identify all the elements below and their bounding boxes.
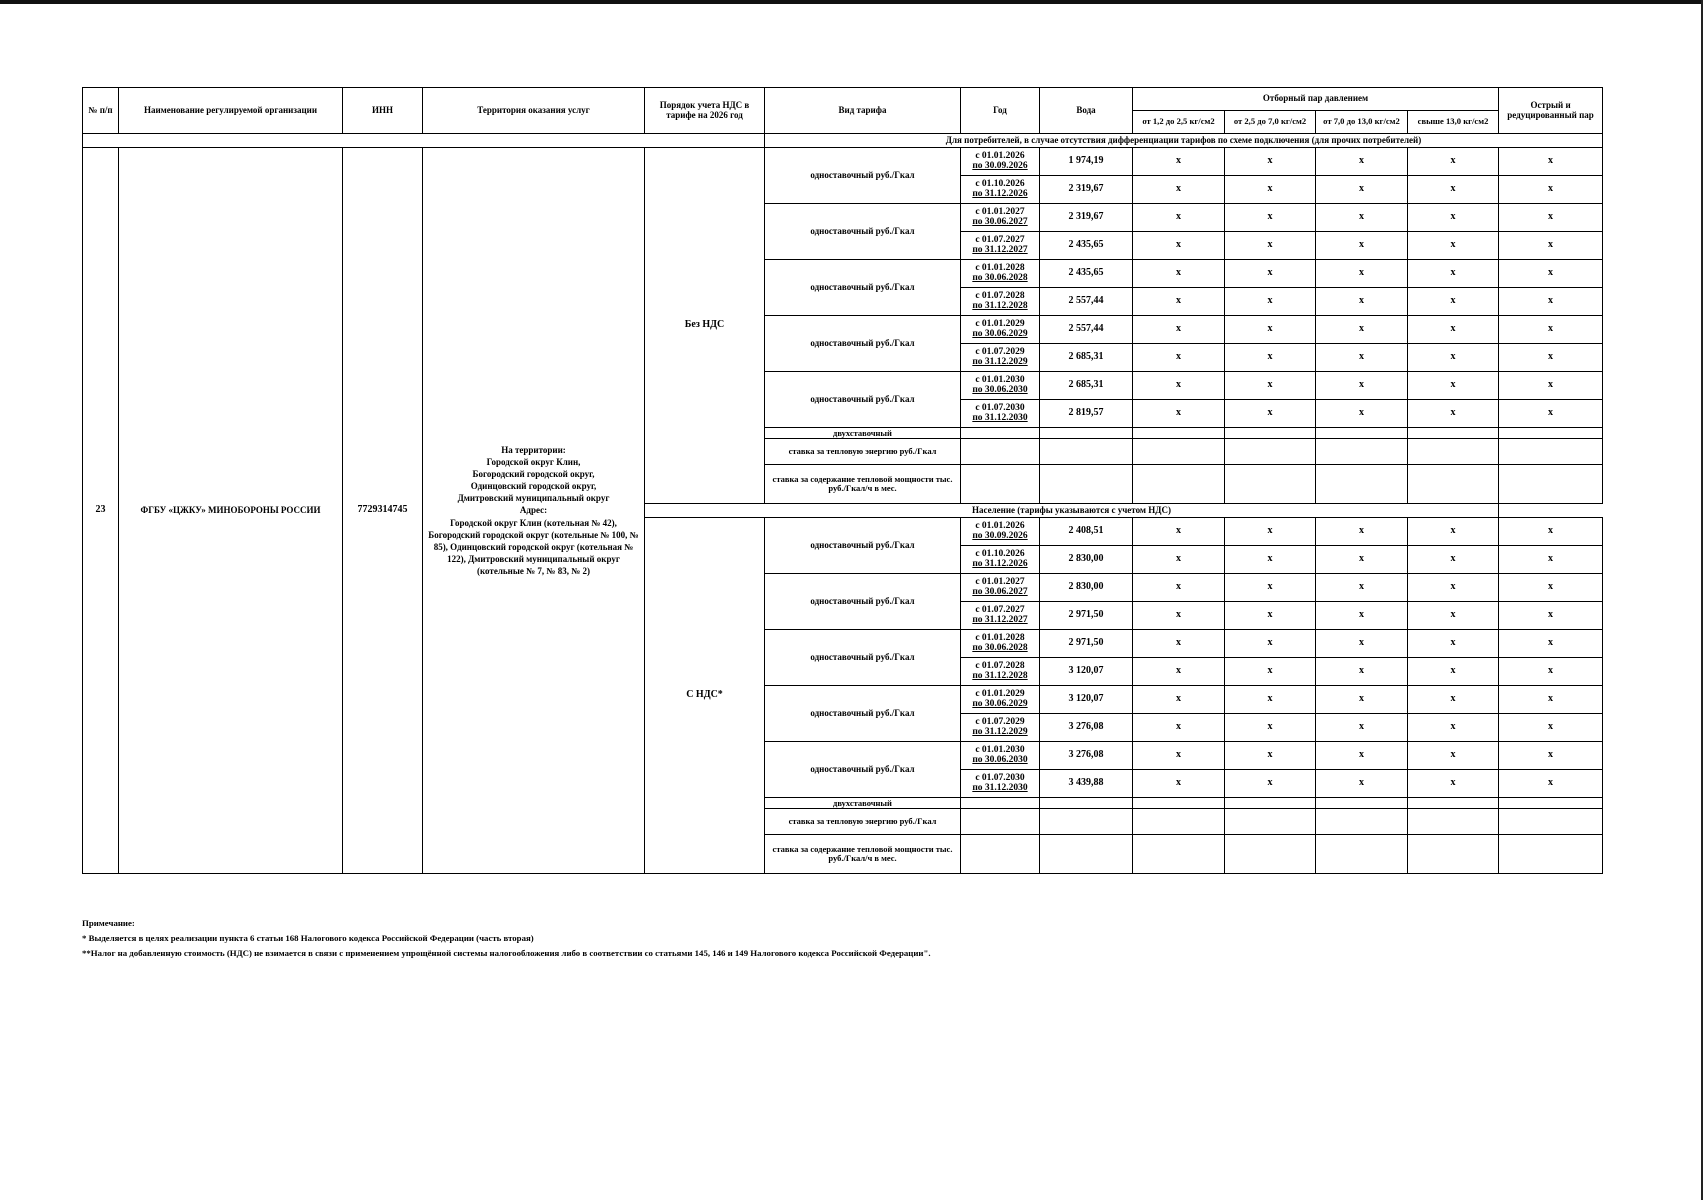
period-cell [961,344,1040,372]
empty-cell [961,428,1040,439]
empty-cell [1499,809,1603,835]
x-mark: x [1408,204,1499,232]
x-mark: x [1133,770,1225,798]
territory-text: На территории: Городской округ Клин, Богородский городской округ, Одинцовский городской округ, Дмитровский муниципальный округ Адрес: Городской округ Клин (котельная № 42), Богородский городской округ (котельные № 100, № 85), Одинцовский городской округ (котельная № 122), Дмитровский муниципальный округ (котельные № 7, № 83, № 2) [428,444,639,577]
period-to: по 31.12.2026 [972,188,1028,199]
x-mark: x [1316,344,1408,372]
section-title: Население (тарифы указываются с учетом НДС) [645,504,1499,518]
x-mark: x [1133,518,1225,546]
empty-cell [1040,439,1133,465]
period-from: с 01.07.2030 [975,402,1025,413]
two-part-label: двухставочный [765,428,961,439]
x-mark: x [1408,658,1499,686]
energy-rate-label: ставка за тепловую энергию руб./Гкал [765,439,961,465]
empty-cell [1040,835,1133,874]
x-mark: x [1225,204,1316,232]
empty-cell [1225,428,1316,439]
x-mark: x [1133,714,1225,742]
vat-label: С НДС* [645,518,765,874]
period-cell [961,574,1040,602]
water-value: 3 439,88 [1040,770,1133,798]
x-mark: x [1133,344,1225,372]
x-mark: x [1316,658,1408,686]
water-value: 2 557,44 [1040,288,1133,316]
water-value: 2 830,00 [1040,574,1133,602]
empty-cell [1133,809,1225,835]
x-mark: x [1499,204,1603,232]
x-mark: x [1225,260,1316,288]
x-mark: x [1316,204,1408,232]
x-mark: x [1225,714,1316,742]
empty-cell [961,835,1040,874]
period-from: с 01.07.2027 [975,604,1025,615]
empty-cell [961,465,1040,504]
period-to: по 30.06.2029 [972,698,1028,709]
x-mark: x [1133,232,1225,260]
period-cell [961,176,1040,204]
org-number: 23 [83,148,119,874]
period-cell [961,316,1040,344]
period-to: по 31.12.2026 [972,558,1028,569]
x-mark: x [1408,714,1499,742]
period-to: по 31.12.2028 [972,300,1028,311]
empty-cell [1040,465,1133,504]
x-mark: x [1316,260,1408,288]
x-mark: x [1316,574,1408,602]
period-cell [961,742,1040,770]
x-mark: x [1408,176,1499,204]
x-mark: x [1499,518,1603,546]
notes-title: Примечание: [82,918,135,928]
empty-cell [1133,465,1225,504]
x-mark: x [1316,518,1408,546]
period-cell [961,658,1040,686]
x-mark: x [1499,260,1603,288]
period-from: с 01.07.2027 [975,234,1025,245]
empty-cell [1133,428,1225,439]
period-cell [961,400,1040,428]
x-mark: x [1133,316,1225,344]
x-mark: x [1225,316,1316,344]
tariff-type-single: одноставочный руб./Гкал [765,372,961,428]
org-name: ФГБУ «ЦЖКУ» МИНОБОРОНЫ РОССИИ [119,148,343,874]
water-value: 1 974,19 [1040,148,1133,176]
x-mark: x [1408,316,1499,344]
water-value: 2 319,67 [1040,176,1133,204]
x-mark: x [1499,372,1603,400]
x-mark: x [1225,574,1316,602]
x-mark: x [1499,686,1603,714]
empty-cell [1499,835,1603,874]
empty-cell [1040,809,1133,835]
empty-cell [1225,835,1316,874]
x-mark: x [1499,574,1603,602]
water-value: 2 435,65 [1040,260,1133,288]
capacity-rate-label: ставка за содержание тепловой мощности тыс. руб./Гкал/ч в мес. [765,465,961,504]
x-mark: x [1133,602,1225,630]
empty-cell [1133,798,1225,809]
header-sharp-steam: Острый и редуцированный пар [1499,88,1603,134]
x-mark: x [1408,344,1499,372]
period-cell [961,686,1040,714]
empty-cell [1316,439,1408,465]
table-body [83,134,1603,874]
tariff-type-single: одноставочный руб./Гкал [765,316,961,372]
x-mark: x [1408,400,1499,428]
energy-rate-label: ставка за тепловую энергию руб./Гкал [765,809,961,835]
top-border [0,0,1703,4]
period-from: с 01.07.2028 [975,290,1025,301]
x-mark: x [1316,288,1408,316]
period-from: с 01.01.2028 [975,262,1025,273]
period-from: с 01.07.2030 [975,772,1025,783]
x-mark: x [1133,630,1225,658]
empty-cell [1225,798,1316,809]
tariff-type-single: одноставочный руб./Гкал [765,204,961,260]
vat-label: Без НДС [645,148,765,504]
x-mark: x [1499,344,1603,372]
period-cell [961,372,1040,400]
x-mark: x [1133,574,1225,602]
note-line: * Выделяется в целях реализации пункта 6 статьи 168 Налогового кодекса Российской Федерации (часть вторая) [82,933,534,943]
water-value: 2 830,00 [1040,546,1133,574]
x-mark: x [1499,546,1603,574]
period-to: по 31.12.2030 [972,782,1028,793]
empty-cell [1316,798,1408,809]
x-mark: x [1316,316,1408,344]
period-from: с 01.07.2029 [975,716,1025,727]
x-mark: x [1408,574,1499,602]
org-inn: 7729314745 [343,148,423,874]
period-cell [961,232,1040,260]
empty-cell [1408,835,1499,874]
empty-cell [1040,798,1133,809]
period-to: по 31.12.2029 [972,726,1028,737]
empty-cell [1408,465,1499,504]
x-mark: x [1316,546,1408,574]
x-mark: x [1225,546,1316,574]
x-mark: x [1499,714,1603,742]
header-vat-order: Порядок учета НДС в тарифе на 2026 год [645,88,765,134]
water-value: 2 685,31 [1040,372,1133,400]
header-num: № п/п [83,88,119,134]
empty-cell [1408,798,1499,809]
period-to: по 30.06.2028 [972,272,1028,283]
water-value: 2 319,67 [1040,204,1133,232]
x-mark: x [1225,770,1316,798]
empty-cell [1499,465,1603,504]
x-mark: x [1499,602,1603,630]
period-from: с 01.01.2030 [975,374,1025,385]
empty-cell [1316,428,1408,439]
x-mark: x [1408,686,1499,714]
period-from: с 01.01.2027 [975,206,1025,217]
period-cell [961,260,1040,288]
tariff-type-single: одноставочный руб./Гкал [765,260,961,316]
header-steam-group: Отборный пар давлением [1133,88,1499,111]
period-from: с 01.01.2026 [975,150,1025,161]
x-mark: x [1316,400,1408,428]
period-from: с 01.01.2029 [975,318,1025,329]
x-mark: x [1408,232,1499,260]
period-to: по 30.06.2027 [972,216,1028,227]
empty-cell [1133,835,1225,874]
period-to: по 31.12.2027 [972,614,1028,625]
x-mark: x [1316,630,1408,658]
capacity-rate-label: ставка за содержание тепловой мощности тыс. руб./Гкал/ч в мес. [765,835,961,874]
period-to: по 30.09.2026 [972,530,1028,541]
note-line: **Налог на добавленную стоимость (НДС) не взимается в связи с применением упрощённой системы налогообложения либо в соответствии со статьями 145, 146 и 149 Налогового кодекса Российской Федерации". [82,948,931,958]
x-mark: x [1408,260,1499,288]
x-mark: x [1133,686,1225,714]
period-from: с 01.01.2030 [975,744,1025,755]
header-steam-col: от 7,0 до 13,0 кг/см2 [1316,111,1408,134]
x-mark: x [1408,288,1499,316]
period-cell [961,288,1040,316]
tariff-type-single: одноставочный руб./Гкал [765,574,961,630]
empty-cell [1225,809,1316,835]
x-mark: x [1408,518,1499,546]
empty-cell [961,798,1040,809]
period-from: с 01.01.2029 [975,688,1025,699]
water-value: 2 685,31 [1040,344,1133,372]
header-territory: Территория оказания услуг [423,88,645,134]
period-to: по 30.06.2030 [972,384,1028,395]
period-from: с 01.01.2027 [975,576,1025,587]
period-cell [961,546,1040,574]
period-from: с 01.01.2028 [975,632,1025,643]
x-mark: x [1408,742,1499,770]
header-steam-col: от 2,5 до 7,0 кг/см2 [1225,111,1316,134]
empty-cell [1316,809,1408,835]
header-org: Наименование регулируемой организации [119,88,343,134]
x-mark: x [1133,372,1225,400]
header-steam-col: от 1,2 до 2,5 кг/см2 [1133,111,1225,134]
empty-cell [1225,439,1316,465]
tariff-type-single: одноставочный руб./Гкал [765,518,961,574]
empty-cell [961,439,1040,465]
water-value: 3 120,07 [1040,686,1133,714]
water-value: 3 276,08 [1040,714,1133,742]
x-mark: x [1499,176,1603,204]
section-title: Для потребителей, в случае отсутствия дифференциации тарифов по схеме подключения (для прочих потребителей) [765,134,1603,148]
x-mark: x [1225,400,1316,428]
x-mark: x [1408,546,1499,574]
x-mark: x [1499,742,1603,770]
x-mark: x [1316,148,1408,176]
period-from: с 01.01.2026 [975,520,1025,531]
x-mark: x [1133,176,1225,204]
x-mark: x [1225,742,1316,770]
empty-cell [1133,439,1225,465]
x-mark: x [1133,204,1225,232]
x-mark: x [1499,232,1603,260]
two-part-label: двухставочный [765,798,961,809]
water-value: 2 971,50 [1040,630,1133,658]
empty-cell [1408,809,1499,835]
x-mark: x [1499,770,1603,798]
water-value: 3 120,07 [1040,658,1133,686]
x-mark: x [1408,372,1499,400]
x-mark: x [1408,770,1499,798]
x-mark: x [1225,658,1316,686]
period-to: по 30.09.2026 [972,160,1028,171]
water-value: 2 557,44 [1040,316,1133,344]
water-value: 2 435,65 [1040,232,1133,260]
header-year: Год [961,88,1040,134]
header-steam-col: свыше 13,0 кг/см2 [1408,111,1499,134]
x-mark: x [1316,742,1408,770]
period-from: с 01.07.2028 [975,660,1025,671]
empty-cell [1499,439,1603,465]
x-mark: x [1225,232,1316,260]
x-mark: x [1316,232,1408,260]
empty-cell [961,809,1040,835]
period-from: с 01.10.2026 [975,548,1025,559]
x-mark: x [1499,288,1603,316]
header-tariff-type: Вид тарифа [765,88,961,134]
x-mark: x [1225,288,1316,316]
x-mark: x [1133,546,1225,574]
period-from: с 01.07.2029 [975,346,1025,357]
empty-cell [1040,428,1133,439]
x-mark: x [1133,742,1225,770]
x-mark: x [1133,400,1225,428]
empty-cell [1225,465,1316,504]
period-from: с 01.10.2026 [975,178,1025,189]
org-territory [423,148,645,874]
tariff-type-single: одноставочный руб./Гкал [765,148,961,204]
header-inn: ИНН [343,88,423,134]
x-mark: x [1499,630,1603,658]
x-mark: x [1225,518,1316,546]
empty-cell [1499,428,1603,439]
period-cell [961,148,1040,176]
tariff-type-single: одноставочный руб./Гкал [765,686,961,742]
x-mark: x [1316,372,1408,400]
x-mark: x [1408,630,1499,658]
tariff-type-single: одноставочный руб./Гкал [765,742,961,798]
x-mark: x [1499,658,1603,686]
section-empty-cell [83,134,765,148]
period-cell [961,518,1040,546]
x-mark: x [1316,686,1408,714]
period-cell [961,770,1040,798]
water-value: 2 971,50 [1040,602,1133,630]
x-mark: x [1225,630,1316,658]
period-cell [961,602,1040,630]
empty-cell [1316,835,1408,874]
section-title-row [83,134,1603,148]
x-mark: x [1316,602,1408,630]
tariff-table [82,87,1603,874]
x-mark: x [1133,260,1225,288]
period-to: по 30.06.2029 [972,328,1028,339]
empty-cell [1408,439,1499,465]
x-mark: x [1225,176,1316,204]
x-mark: x [1225,602,1316,630]
period-to: по 30.06.2027 [972,586,1028,597]
water-value: 2 819,57 [1040,400,1133,428]
water-value: 2 408,51 [1040,518,1133,546]
x-mark: x [1499,400,1603,428]
x-mark: x [1499,148,1603,176]
period-cell [961,714,1040,742]
period-to: по 31.12.2029 [972,356,1028,367]
x-mark: x [1133,658,1225,686]
table-row [83,148,1603,176]
x-mark: x [1225,372,1316,400]
x-mark: x [1225,344,1316,372]
header-water: Вода [1040,88,1133,134]
x-mark: x [1225,686,1316,714]
x-mark: x [1316,714,1408,742]
empty-cell [1316,465,1408,504]
empty-cell [1408,428,1499,439]
x-mark: x [1408,602,1499,630]
x-mark: x [1316,176,1408,204]
tariff-type-single: одноставочный руб./Гкал [765,630,961,686]
period-to: по 31.12.2027 [972,244,1028,255]
period-to: по 30.06.2030 [972,754,1028,765]
x-mark: x [1133,148,1225,176]
x-mark: x [1408,148,1499,176]
empty-cell [1499,798,1603,809]
period-cell [961,204,1040,232]
notes [82,916,931,961]
period-to: по 30.06.2028 [972,642,1028,653]
water-value: 3 276,08 [1040,742,1133,770]
period-to: по 31.12.2030 [972,412,1028,423]
period-to: по 31.12.2028 [972,670,1028,681]
x-mark: x [1316,770,1408,798]
period-cell [961,630,1040,658]
x-mark: x [1499,316,1603,344]
x-mark: x [1133,288,1225,316]
x-mark: x [1225,148,1316,176]
